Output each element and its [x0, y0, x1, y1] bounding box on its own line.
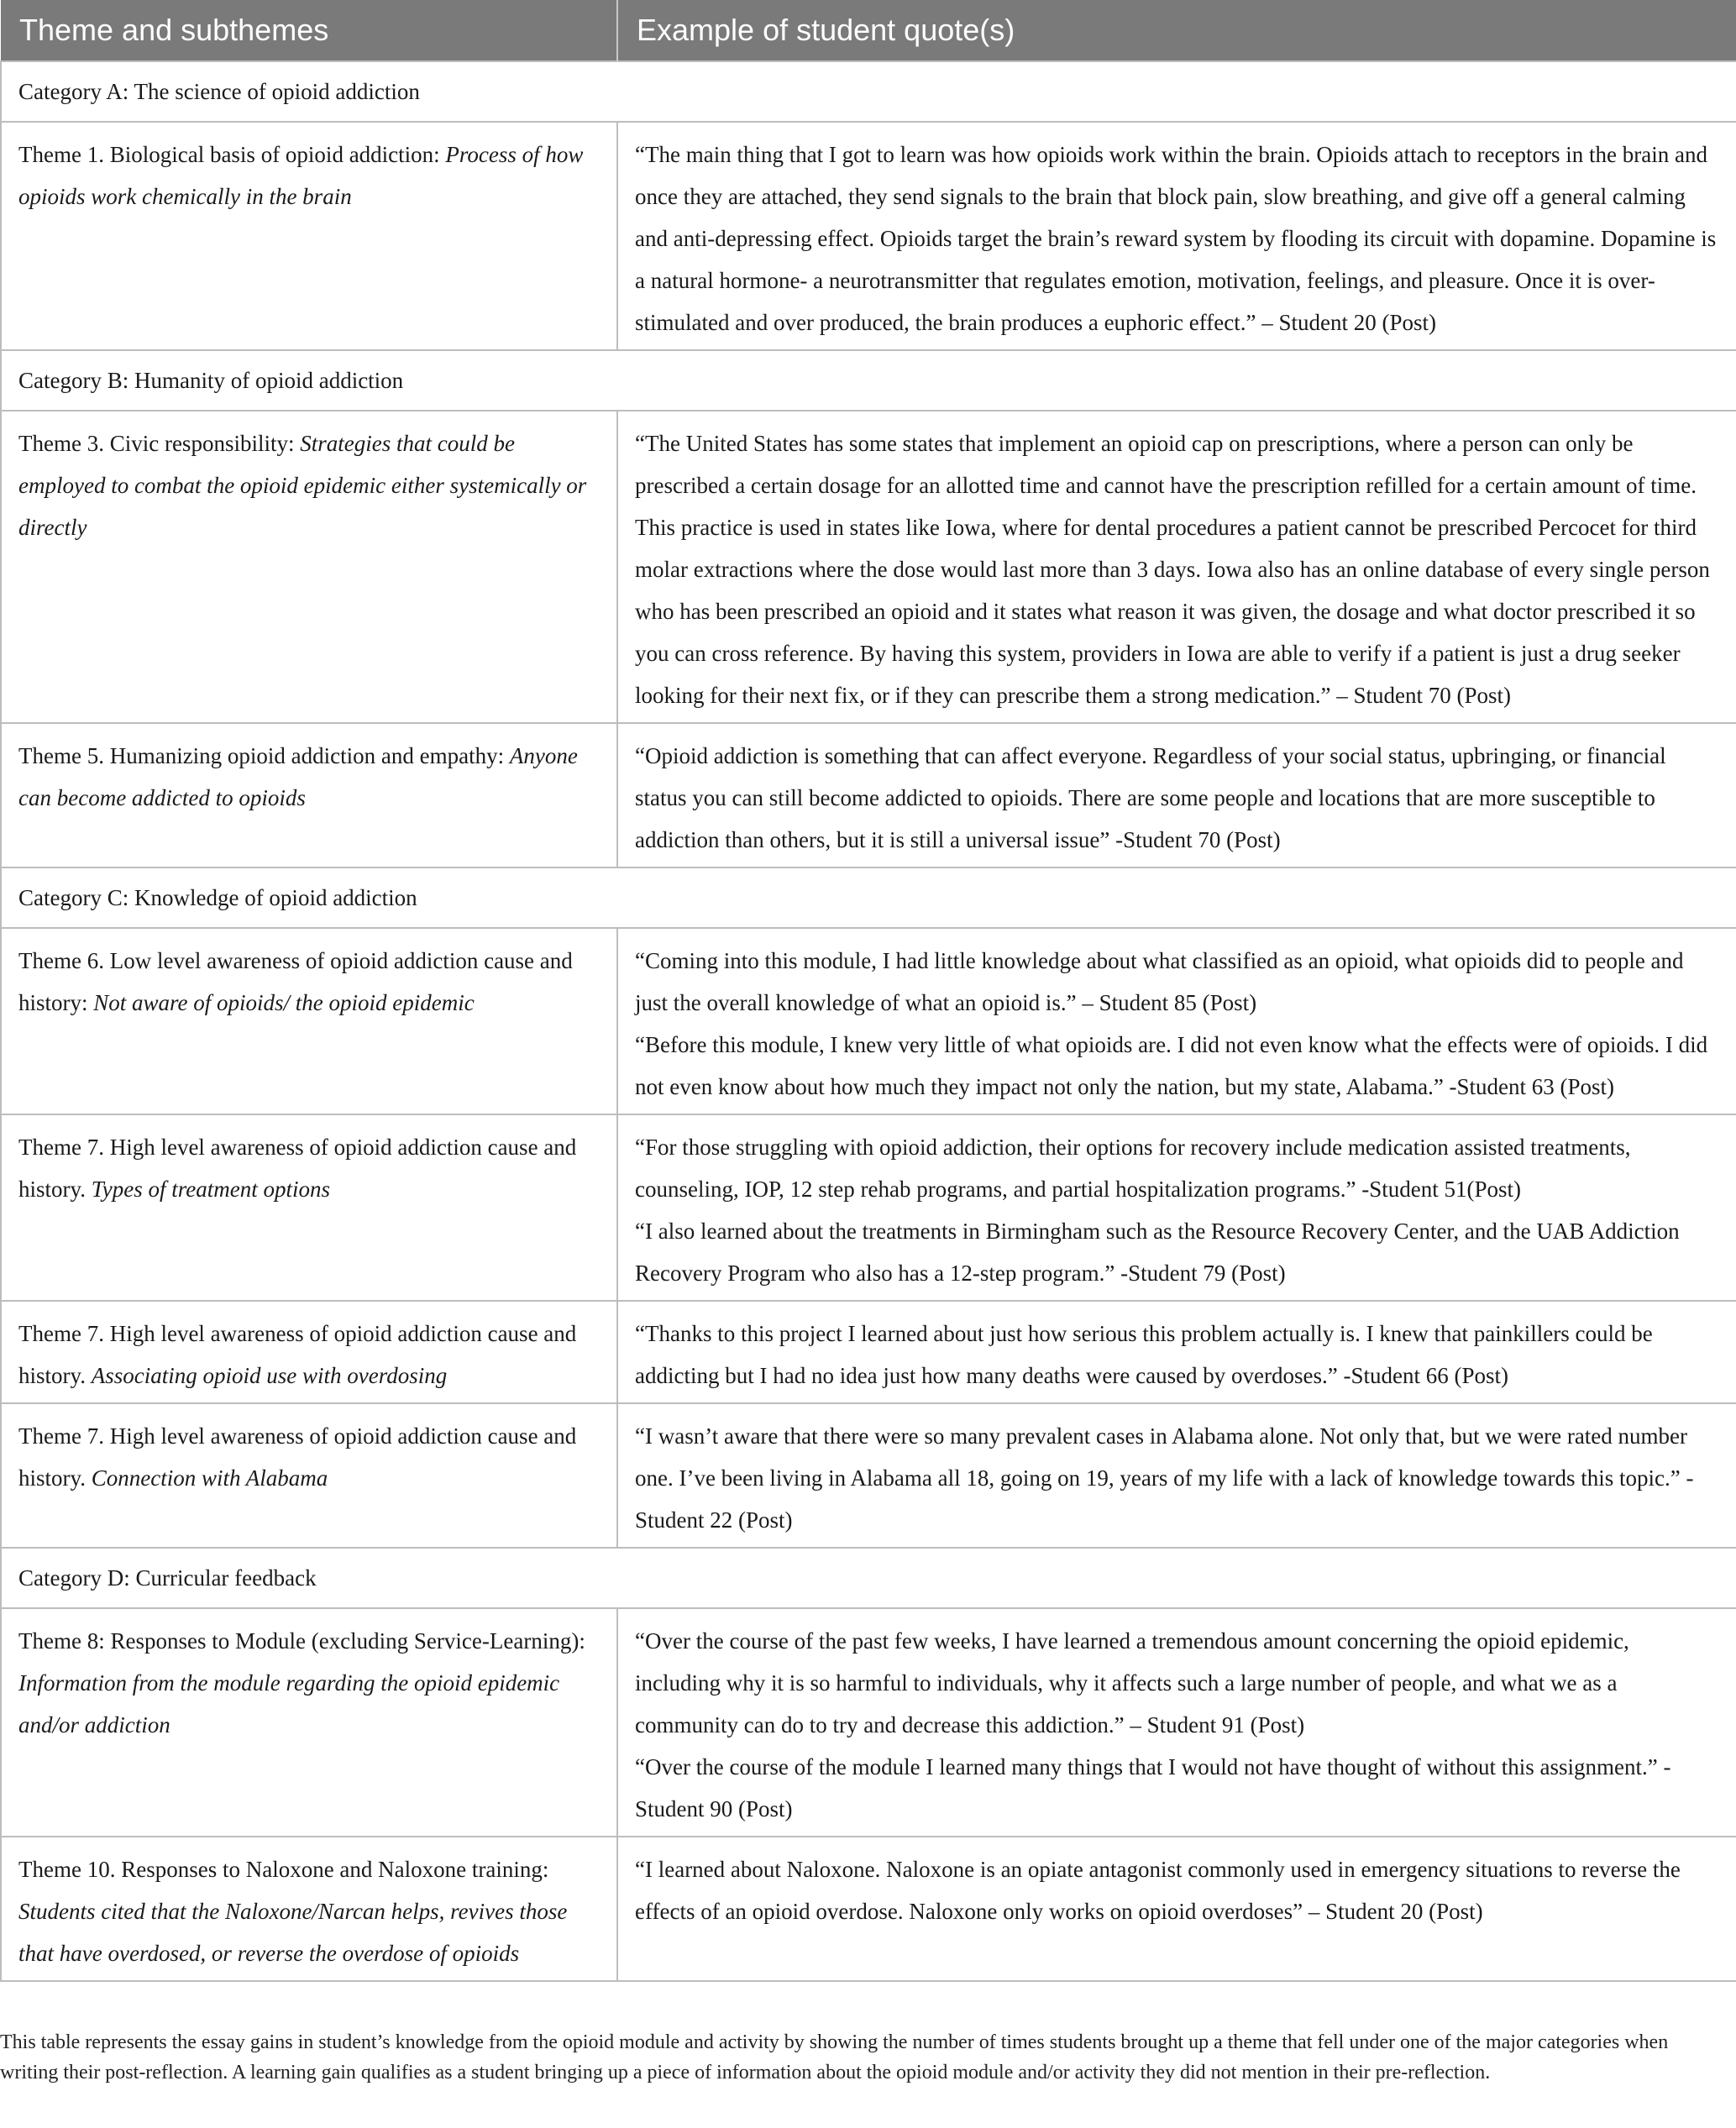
theme-title: Theme 10. Responses to Naloxone and Naloxone training: — [18, 1857, 549, 1882]
theme-row — [1, 723, 1736, 867]
theme-title: Theme 7. High level awareness of opioid addiction cause and history. — [18, 1423, 577, 1491]
quote-cell — [617, 411, 1736, 723]
quote-cell — [617, 1837, 1736, 1981]
theme-cell — [1, 1301, 617, 1403]
category-row — [1, 867, 1736, 928]
student-quote: “Coming into this module, I had little knowledge about what classified as an opioid, what opioids did to people and just the overall knowledge of what an opioid is.” – Student 85 (Post) — [635, 948, 1684, 1015]
student-quote: “Opioid addiction is something that can affect everyone. Regardless of your social status, upbringing, or financial status you can still become addicted to opioids. There are some people and locations that are more susceptible to addiction than others, but it is still a universal issue” -Student 70 (Post) — [635, 743, 1666, 852]
category-row — [1, 61, 1736, 122]
subtheme-text: Types of treatment options — [91, 1177, 330, 1202]
category-label: Category B: Humanity of opioid addiction — [1, 350, 1736, 411]
student-quote: “The United States has some states that implement an opioid cap on prescriptions, where a person can only be prescribed a certain dosage for an allotted time and cannot have the prescription refilled for a certain amount of time. This practice is used in states like Iowa, where for dental procedures a patient cannot be prescribed Percocet for third molar extractions where the dose would last more than 3 days. Iowa also has an online database of every single person who has been prescribed an opioid and it states what reason it was given, the dosage and what doctor prescribed it so you can cross reference. By having this system, providers in Iowa are able to verify if a patient is just a drug seeker looking for their next fix, or if they can prescribe them a strong medication.” – Student 70 (Post) — [635, 431, 1710, 708]
category-label: Category A: The science of opioid addiction — [1, 61, 1736, 122]
theme-cell — [1, 122, 617, 350]
category-row — [1, 350, 1736, 411]
quote-cell — [617, 1114, 1736, 1301]
quote-cell — [617, 928, 1736, 1114]
table-header-row — [1, 0, 1736, 61]
student-quote: “The main thing that I got to learn was how opioids work within the brain. Opioids attach to receptors in the brain and once they are attached, they send signals to the brain that block pain, slow breathing, and give off a general calming and anti-depressing effect. Opioids target the brain’s reward system by flooding its circuit with dopamine. Dopamine is a natural hormone- a neurotransmitter that regulates emotion, motivation, feelings, and pleasure. Once it is over-stimulated and over produced, the brain produces a euphoric effect.” – Student 20 (Post) — [635, 142, 1717, 335]
theme-cell — [1, 1403, 617, 1548]
theme-row — [1, 122, 1736, 350]
theme-row — [1, 1608, 1736, 1837]
theme-row — [1, 1114, 1736, 1301]
theme-row — [1, 1301, 1736, 1403]
column-header-theme: Theme and subthemes — [1, 0, 617, 61]
table-footnote: This table represents the essay gains in student’s knowledge from the opioid module and activity by showing the number of times students brought up a theme that fell under one of the major categories when writing their post-reflection. A learning gain qualifies as a student bringing up a piece of information about the opioid module and/or activity they did not mention in their pre-reflection. — [0, 2031, 1669, 2083]
theme-cell — [1, 1608, 617, 1837]
student-quote: “For those struggling with opioid addiction, their options for recovery include medication assisted treatments, counseling, IOP, 12 step rehab programs, and partial hospitalization programs.” -Student 51(Post) — [635, 1135, 1631, 1202]
table-body — [1, 61, 1736, 1981]
theme-cell — [1, 411, 617, 723]
subtheme-text: Information from the module regarding the opioid epidemic and/or addiction — [18, 1670, 560, 1738]
category-label: Category C: Knowledge of opioid addiction — [1, 867, 1736, 928]
subtheme-text: Not aware of opioids/ the opioid epidemic — [93, 990, 475, 1015]
quote-cell — [617, 1301, 1736, 1403]
theme-title: Theme 5. Humanizing opioid addiction and empathy: — [18, 743, 510, 768]
column-header-quotes: Example of student quote(s) — [617, 0, 1736, 61]
theme-row — [1, 411, 1736, 723]
theme-title: Theme 1. Biological basis of opioid addiction: — [18, 142, 446, 167]
theme-row — [1, 1403, 1736, 1548]
subtheme-text: Connection with Alabama — [91, 1465, 328, 1491]
theme-title: Theme 6. Low level awareness of opioid addiction cause and history: — [18, 948, 573, 1015]
quote-cell — [617, 1403, 1736, 1548]
student-quote: “I learned about Naloxone. Naloxone is an opiate antagonist commonly used in emergency situations to reverse the effects of an opioid overdose. Naloxone only works on opioid overdoses” – Student 20 (Post) — [635, 1857, 1681, 1924]
theme-row — [1, 928, 1736, 1114]
quote-cell — [617, 1608, 1736, 1837]
student-quote: “Thanks to this project I learned about just how serious this problem actually is. I knew that painkillers could be addicting but I had no idea just how many deaths were caused by overdoses.” -Student 66 (Post) — [635, 1321, 1653, 1388]
theme-cell — [1, 723, 617, 867]
category-row — [1, 1548, 1736, 1608]
student-quote: “Over the course of the module I learned many things that I would not have thought of without this assignment.” -Student 90 (Post) — [635, 1754, 1671, 1821]
theme-title: Theme 7. High level awareness of opioid addiction cause and history. — [18, 1321, 577, 1388]
student-quote: “I wasn’t aware that there were so many prevalent cases in Alabama alone. Not only that, but we were rated number one. I’ve been living in Alabama all 18, going on 19, years of my life with a lack of knowledge towards this topic.” -Student 22 (Post) — [635, 1423, 1694, 1533]
category-label: Category D: Curricular feedback — [1, 1548, 1736, 1608]
quote-cell — [617, 122, 1736, 350]
theme-title: Theme 8: Responses to Module (excluding Service-Learning): — [18, 1628, 585, 1654]
student-quote: “Over the course of the past few weeks, I have learned a tremendous amount concerning the opioid epidemic, including why it is so harmful to individuals, why it affects such a large number of people, and what we as a community can do to try and decrease this addiction.” – Student 91 (Post) — [635, 1628, 1629, 1738]
theme-cell — [1, 1114, 617, 1301]
subtheme-text: Students cited that the Naloxone/Narcan helps, revives those that have overdosed, or reverse the overdose of opioids — [18, 1899, 568, 1966]
subtheme-text: Process of how opioids work chemically in the brain — [18, 142, 584, 209]
theme-cell — [1, 928, 617, 1114]
student-quote: “Before this module, I knew very little of what opioids are. I did not even know what the effects were of opioids. I did not even know about how much they impact not only the nation, but my state, Alabama.” -Student 63 (Post) — [635, 1032, 1708, 1099]
subtheme-text: Anyone can become addicted to opioids — [18, 743, 578, 810]
subtheme-text: Strategies that could be employed to combat the opioid epidemic either systemically or directly — [18, 431, 587, 540]
subtheme-text: Associating opioid use with overdosing — [91, 1363, 448, 1388]
student-quote: “I also learned about the treatments in Birmingham such as the Resource Recovery Center, and the UAB Addiction Recovery Program who also has a 12-step program.” -Student 79 (Post) — [635, 1219, 1680, 1286]
theme-title: Theme 7. High level awareness of opioid addiction cause and history. — [18, 1135, 577, 1202]
quote-cell — [617, 723, 1736, 867]
theme-row — [1, 1837, 1736, 1981]
theme-cell — [1, 1837, 617, 1981]
theme-title: Theme 3. Civic responsibility: — [18, 431, 301, 456]
